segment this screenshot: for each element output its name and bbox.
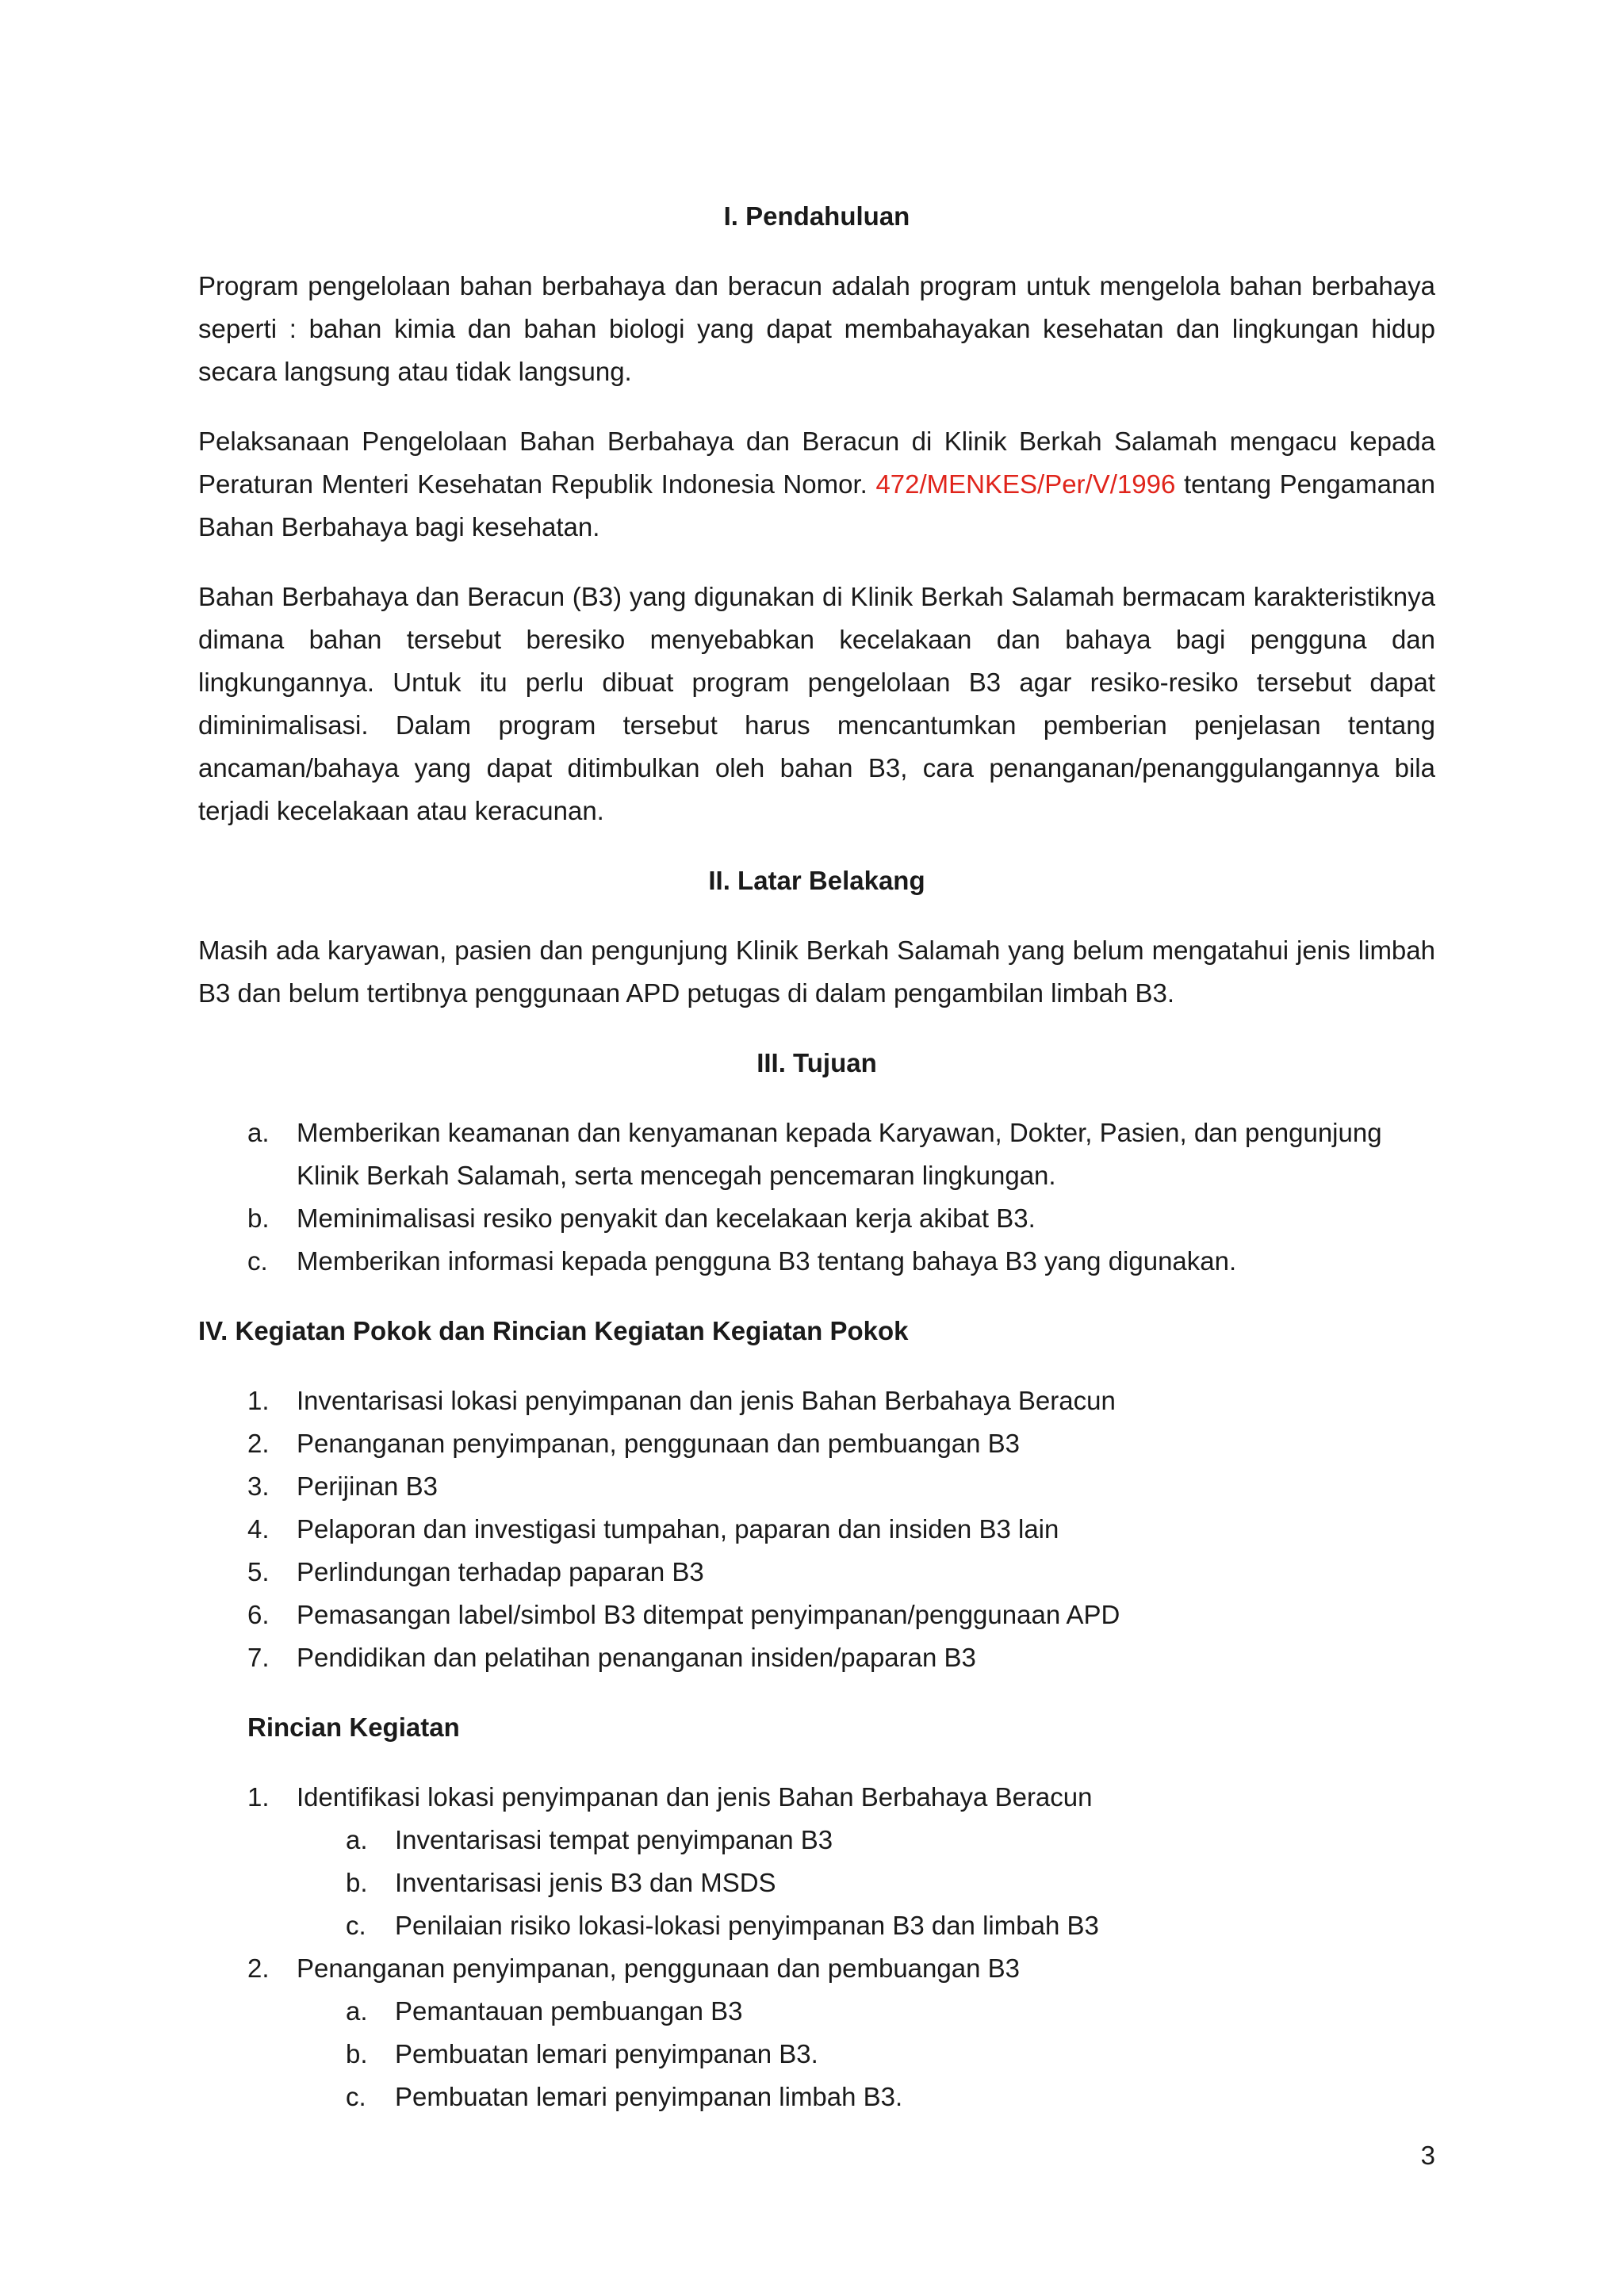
list-item: [198, 1197, 1435, 1240]
list-marker: c.: [346, 1911, 366, 1940]
list-marker: 7.: [247, 1643, 270, 1672]
paragraph-latar-belakang: Masih ada karyawan, pasien dan pengunjung Klinik Berkah Salamah yang belum mengatahui jenis limbah B3 dan belum tertibnya penggunaan APD petugas di dalam pengambilan limbah B3.: [198, 936, 1435, 1008]
list-item-text: Penilaian risiko lokasi-lokasi penyimpanan B3 dan limbah B3: [395, 1911, 1099, 1940]
list-marker: a.: [346, 1996, 368, 2026]
list-item-text: Pemantauan pembuangan B3: [395, 1996, 743, 2026]
list-item-text: Pelaporan dan investigasi tumpahan, paparan dan insiden B3 lain: [297, 1514, 1059, 1544]
list-item-text: Identifikasi lokasi penyimpanan dan jenis Bahan Berbahaya Beracun: [297, 1782, 1093, 1812]
paragraph-program: Program pengelolaan bahan berbahaya dan beracun adalah program untuk mengelola bahan berbahaya seperti : bahan kimia dan bahan biologi yang dapat membahayakan kesehatan dan lingkungan hidup secara langsung atau tidak langsung.: [198, 271, 1435, 386]
list-item: [198, 1776, 1435, 1947]
list-item-text: Meminimalisasi resiko penyakit dan kecelakaan kerja akibat B3.: [297, 1203, 1036, 1233]
sub-list: [198, 1819, 1435, 1947]
list-item-row: [198, 1776, 1435, 1819]
list-item: [198, 1240, 1435, 1283]
list-marker: b.: [247, 1203, 270, 1233]
list-item: [198, 1551, 1435, 1594]
list-marker: c.: [346, 2082, 366, 2111]
page-number: 3: [1420, 2141, 1435, 2170]
heading-kegiatan-pokok: IV. Kegiatan Pokok dan Rincian Kegiatan Kegiatan Pokok: [198, 1316, 909, 1345]
list-marker: b.: [346, 2039, 368, 2068]
paragraph-pelaksanaan: [198, 420, 1435, 549]
tujuan-list: [198, 1112, 1435, 1283]
list-item-text: Perijinan B3: [297, 1471, 438, 1501]
list-item: [198, 1422, 1435, 1465]
list-item-text: Memberikan informasi kepada pengguna B3 tentang bahaya B3 yang digunakan.: [297, 1246, 1237, 1276]
heading-tujuan: III. Tujuan: [756, 1048, 877, 1077]
list-item-text: Inventarisasi lokasi penyimpanan dan jenis Bahan Berbahaya Beracun: [297, 1386, 1116, 1415]
regulation-reference: 472/MENKES/Per/V/1996: [875, 469, 1176, 499]
kegiatan-pokok-list: [198, 1380, 1435, 1679]
list-marker: 2.: [247, 1429, 270, 1458]
document-body: [198, 195, 1435, 2145]
heading-latar-belakang: II. Latar Belakang: [708, 866, 925, 895]
list-marker: 1.: [247, 1782, 270, 1812]
list-item: [198, 1508, 1435, 1551]
list-item-row: [198, 1947, 1435, 1990]
sub-list-item: [198, 1904, 1435, 1947]
heading-rincian-kegiatan: Rincian Kegiatan: [247, 1712, 460, 1742]
list-item-text: Pembuatan lemari penyimpanan B3.: [395, 2039, 818, 2068]
list-item-text: Inventarisasi jenis B3 dan MSDS: [395, 1868, 776, 1897]
sub-list-item: [198, 2076, 1435, 2118]
list-item-text: Memberikan keamanan dan kenyamanan kepada Karyawan, Dokter, Pasien, dan pengunjung Klinik Berkah Salamah, serta mencegah pencemaran lingkungan.: [297, 1118, 1382, 1190]
list-item: [198, 1636, 1435, 1679]
sub-list: [198, 1990, 1435, 2118]
paragraph-pelaksanaan-text-2: tentang Pengamanan Bahan Berbahaya bagi kesehatan.: [198, 469, 1435, 541]
list-item: [198, 1112, 1435, 1197]
list-item: [198, 1947, 1435, 2118]
paragraph-pelaksanaan-text-1: Pelaksanaan Pengelolaan Bahan Berbahaya dan Beracun di Klinik Berkah Salamah mengacu kepada Peraturan Menteri Kesehatan Republik Indonesia Nomor.: [198, 427, 1435, 499]
list-item: [198, 1594, 1435, 1636]
list-marker: 2.: [247, 1954, 270, 1983]
list-item-text: Pembuatan lemari penyimpanan limbah B3.: [395, 2082, 903, 2111]
sub-list-item: [198, 1990, 1435, 2033]
list-marker: c.: [247, 1246, 268, 1276]
list-item-text: Penanganan penyimpanan, penggunaan dan pembuangan B3: [297, 1954, 1020, 1983]
list-item-text: Perlindungan terhadap paparan B3: [297, 1557, 704, 1586]
list-marker: a.: [346, 1825, 368, 1854]
list-marker: b.: [346, 1868, 368, 1897]
list-item: [198, 1380, 1435, 1422]
list-marker: 1.: [247, 1386, 270, 1415]
sub-list-item: [198, 1819, 1435, 1862]
list-marker: 3.: [247, 1471, 270, 1501]
heading-pendahuluan: I. Pendahuluan: [723, 201, 910, 231]
rincian-list: [198, 1776, 1435, 2118]
list-item-text: Penanganan penyimpanan, penggunaan dan pembuangan B3: [297, 1429, 1020, 1458]
list-marker: 6.: [247, 1600, 270, 1629]
paragraph-b3: Bahan Berbahaya dan Beracun (B3) yang digunakan di Klinik Berkah Salamah bermacam karakteristiknya dimana bahan tersebut beresiko menyebabkan kecelakaan dan bahaya bagi pengguna dan lingkungannya. Untuk itu perlu dibuat program pengelolaan B3 agar resiko-resiko tersebut dapat diminimalisasi. Dalam program tersebut harus mencantumkan pemberian penjelasan tentang ancaman/bahaya yang dapat ditimbulkan oleh bahan B3, cara penanganan/penanggulangannya bila terjadi kecelakaan atau keracunan.: [198, 582, 1435, 825]
list-item-text: Pemasangan label/simbol B3 ditempat penyimpanan/penggunaan APD: [297, 1600, 1120, 1629]
sub-list-item: [198, 2033, 1435, 2076]
list-marker: a.: [247, 1118, 270, 1147]
sub-list-item: [198, 1862, 1435, 1904]
list-item-text: Inventarisasi tempat penyimpanan B3: [395, 1825, 833, 1854]
list-marker: 5.: [247, 1557, 270, 1586]
list-item-text: Pendidikan dan pelatihan penanganan insiden/paparan B3: [297, 1643, 976, 1672]
list-item: [198, 1465, 1435, 1508]
list-marker: 4.: [247, 1514, 270, 1544]
